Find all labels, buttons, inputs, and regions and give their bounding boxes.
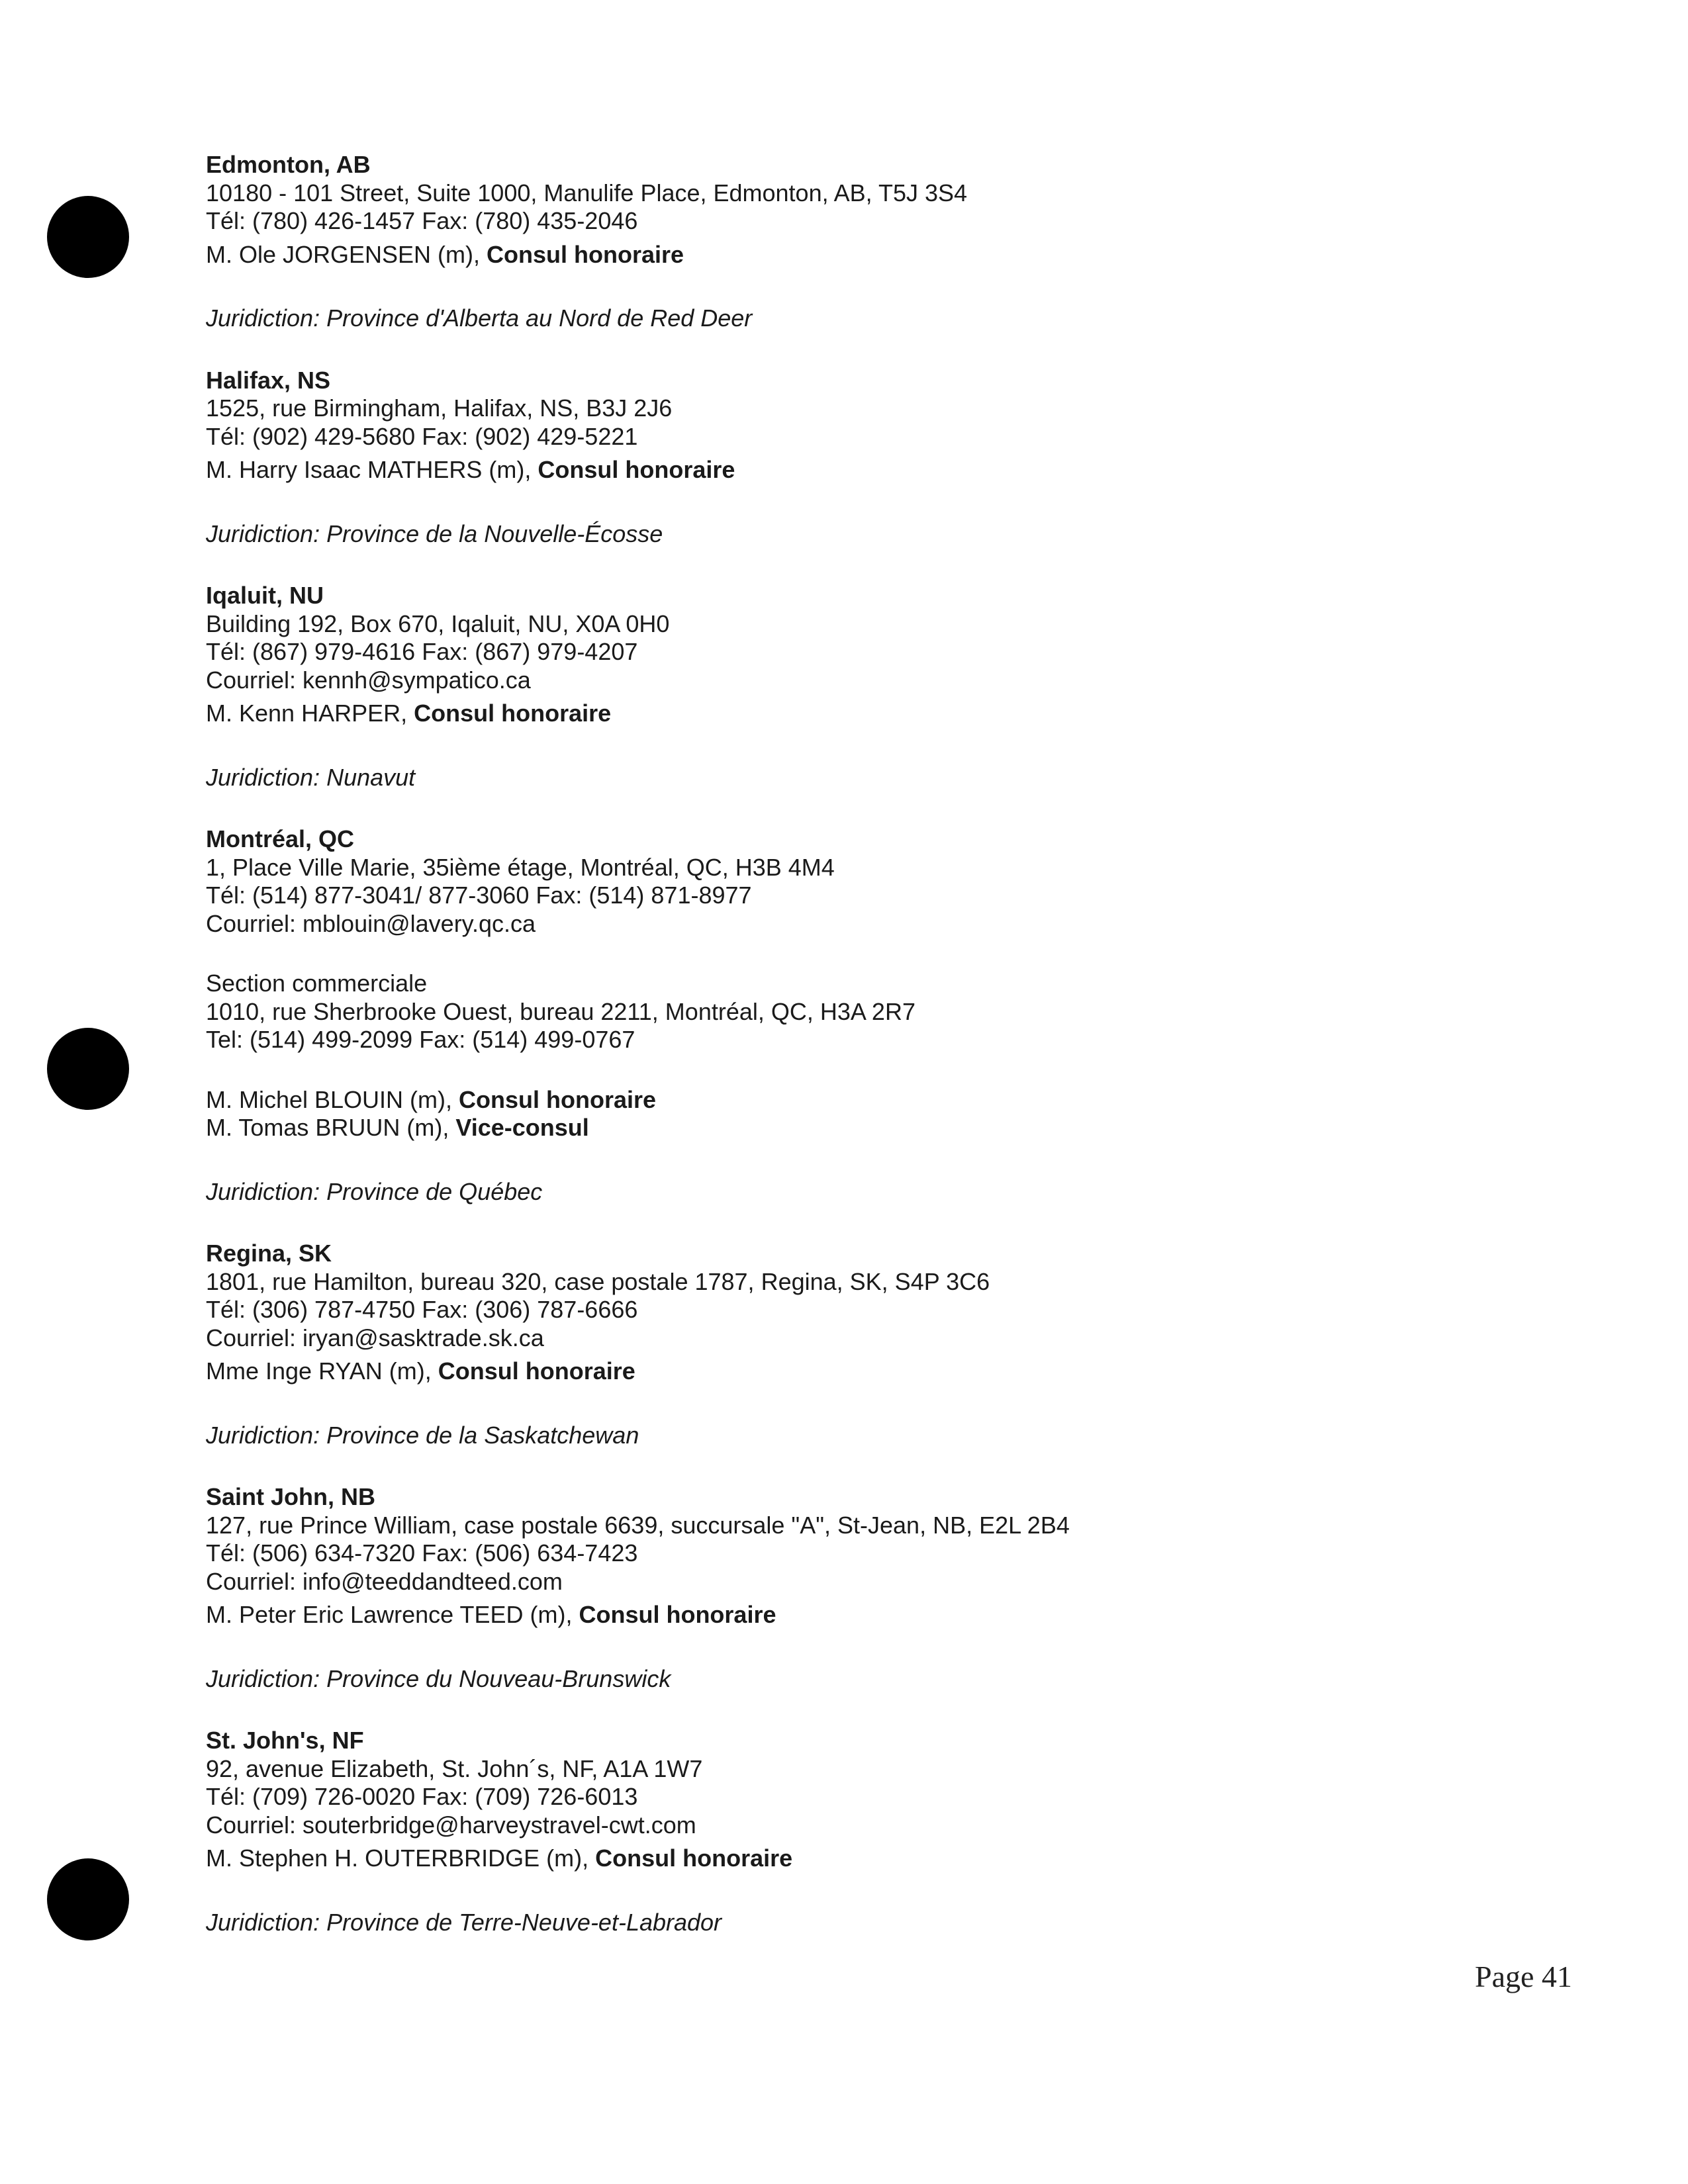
email-line: Courriel: info@teeddandteed.com	[206, 1567, 563, 1595]
person-name: M. Harry Isaac MATHERS (m),	[206, 456, 538, 483]
entry-edmonton	[206, 151, 1530, 333]
person-role: Consul honoraire	[538, 456, 735, 483]
person-name: M. Tomas BRUUN (m),	[206, 1114, 456, 1141]
city-heading: Regina, SK	[206, 1240, 332, 1267]
address-line: 10180 - 101 Street, Suite 1000, Manulife Place, Edmonton, AB, T5J 3S4	[206, 179, 968, 206]
person-role: Consul honoraire	[459, 1085, 657, 1113]
entry-iqaluit	[206, 582, 1530, 792]
person-line	[206, 1114, 1530, 1142]
person-name: M. Kenn HARPER,	[206, 700, 414, 727]
person-role: Vice-consul	[455, 1114, 589, 1141]
address-line: 1010, rue Sherbrooke Ouest, bureau 2211, Montréal, QC, H3A 2R7	[206, 997, 915, 1025]
person-line	[206, 1086, 1530, 1115]
phone-line: Tél: (506) 634-7320 Fax: (506) 634-7423	[206, 1539, 638, 1567]
person-role: Consul honoraire	[595, 1844, 793, 1872]
address-line: Building 192, Box 670, Iqaluit, NU, X0A 0H0	[206, 610, 670, 637]
city-heading: Halifax, NS	[206, 366, 331, 394]
punch-hole-top	[47, 196, 129, 278]
phone-line: Tel: (514) 499-2099 Fax: (514) 499-0767	[206, 1026, 635, 1053]
person-role: Consul honoraire	[579, 1601, 776, 1628]
person-line	[206, 1601, 1530, 1629]
person-role: Consul honoraire	[414, 700, 612, 727]
city-heading: Iqaluit, NU	[206, 582, 324, 609]
entry-halifax	[206, 367, 1530, 549]
page-number: Page 41	[1475, 1960, 1572, 1993]
person-line	[206, 700, 1530, 728]
phone-line: Tél: (867) 979-4616 Fax: (867) 979-4207	[206, 638, 638, 665]
person-name: M. Stephen H. OUTERBRIDGE (m),	[206, 1844, 596, 1872]
person-name: M. Ole JORGENSEN (m),	[206, 240, 487, 268]
entry-st-johns	[206, 1727, 1530, 1936]
jurisdiction: Juridiction: Province de la Saskatchewan	[206, 1421, 639, 1449]
person-line	[206, 1844, 1530, 1873]
address-line: 1801, rue Hamilton, bureau 320, case postale 1787, Regina, SK, S4P 3C6	[206, 1267, 990, 1295]
email-line: Courriel: iryan@sasktrade.sk.ca	[206, 1324, 544, 1351]
email-line: Courriel: souterbridge@harveystravel-cwt.com	[206, 1811, 696, 1839]
consulate-list	[206, 151, 1530, 1970]
jurisdiction: Juridiction: Nunavut	[206, 763, 416, 791]
punch-hole-bottom	[47, 1858, 129, 1940]
phone-line: Tél: (514) 877-3041/ 877-3060 Fax: (514) 871-8977	[206, 882, 752, 909]
persons	[206, 1086, 1530, 1142]
phone-line: Tél: (780) 426-1457 Fax: (780) 435-2046	[206, 207, 638, 234]
entry-montreal	[206, 825, 1530, 1206]
person-name: Mme Inge RYAN (m),	[206, 1357, 438, 1385]
address-line: 92, avenue Elizabeth, St. John´s, NF, A1A 1W7	[206, 1754, 703, 1782]
city-heading: St. John's, NF	[206, 1727, 364, 1754]
email-line: Courriel: kennh@sympatico.ca	[206, 666, 531, 694]
city-heading: Montréal, QC	[206, 825, 355, 852]
email-line: Courriel: mblouin@lavery.qc.ca	[206, 909, 536, 937]
jurisdiction: Juridiction: Province du Nouveau-Brunswick	[206, 1664, 671, 1692]
entry-regina	[206, 1240, 1530, 1449]
city-heading: Edmonton, AB	[206, 151, 371, 178]
phone-line: Tél: (306) 787-4750 Fax: (306) 787-6666	[206, 1296, 638, 1323]
person-name: M. Michel BLOUIN (m),	[206, 1085, 459, 1113]
address-line: 1, Place Ville Marie, 35ième étage, Montréal, QC, H3B 4M4	[206, 853, 835, 881]
person-role: Consul honoraire	[487, 240, 684, 268]
jurisdiction: Juridiction: Province de Terre-Neuve-et-Labrador	[206, 1908, 722, 1936]
person-line	[206, 456, 1530, 484]
person-line	[206, 241, 1530, 269]
address-line: 1525, rue Birmingham, Halifax, NS, B3J 2J6	[206, 394, 673, 422]
phone-line: Tél: (902) 429-5680 Fax: (902) 429-5221	[206, 422, 638, 450]
jurisdiction: Juridiction: Province d'Alberta au Nord de Red Deer	[206, 304, 753, 332]
person-line	[206, 1357, 1530, 1386]
section-title: Section commerciale	[206, 970, 428, 997]
address-line: 127, rue Prince William, case postale 6639, succursale "A", St-Jean, NB, E2L 2B4	[206, 1511, 1070, 1539]
city-heading: Saint John, NB	[206, 1483, 376, 1510]
person-name: M. Peter Eric Lawrence TEED (m),	[206, 1601, 579, 1628]
punch-hole-middle	[47, 1028, 129, 1110]
phone-line: Tél: (709) 726-0020 Fax: (709) 726-6013	[206, 1783, 638, 1810]
person-role: Consul honoraire	[438, 1357, 635, 1385]
entry-saint-john	[206, 1483, 1530, 1693]
commercial-section	[206, 970, 1530, 1054]
jurisdiction: Juridiction: Province de Québec	[206, 1177, 543, 1205]
jurisdiction: Juridiction: Province de la Nouvelle-Écosse	[206, 520, 663, 547]
